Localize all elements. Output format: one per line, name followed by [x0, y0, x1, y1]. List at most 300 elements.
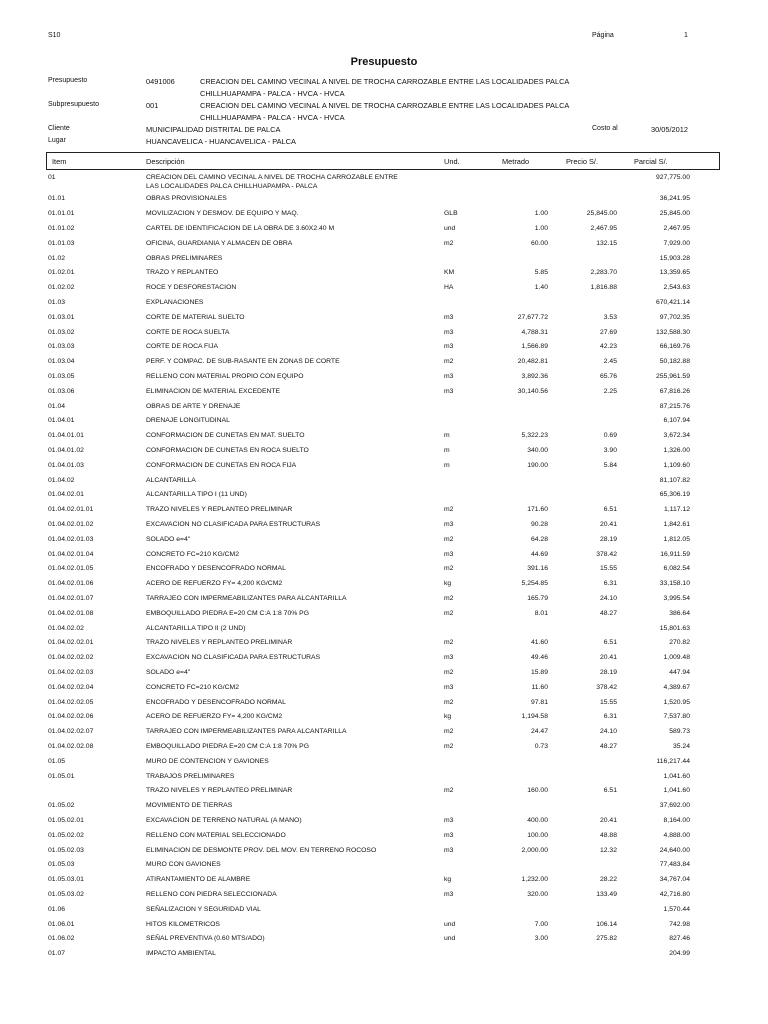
cell-metrado: 41.60 — [530, 639, 548, 647]
table-row — [0, 758, 768, 773]
cell-precio: 378.42 — [596, 550, 617, 558]
cell-und: kg — [444, 580, 452, 588]
cell-und: m3 — [444, 550, 454, 558]
cell-parcial: 255,961.59 — [655, 372, 690, 380]
cell-precio: 20.41 — [599, 816, 617, 824]
cell-metrado: 24.47 — [530, 728, 548, 736]
cliente-label: Cliente — [48, 125, 70, 132]
cell-parcial: 2,543.63 — [663, 284, 690, 292]
table-row — [0, 817, 768, 832]
cell-und: m3 — [444, 654, 454, 662]
cell-item: 01.01.02 — [48, 224, 75, 232]
cell-descripcion: TRAZO NIVELES Y REPLANTEO PRELIMINAR — [146, 506, 293, 514]
cell-und: m3 — [444, 890, 454, 898]
cell-descripcion: ELIMINACION DE DESMONTE PROV. DEL MOV. EN TERRENO ROCOSO — [146, 846, 377, 854]
table-row — [0, 506, 768, 521]
cell-metrado: 2,000.00 — [521, 846, 548, 854]
cell-metrado: 320.00 — [527, 890, 548, 898]
cell-parcial: 33,158.10 — [659, 580, 690, 588]
cell-und: m2 — [444, 787, 454, 795]
cell-precio: 28.22 — [599, 876, 617, 884]
cell-parcial: 35.24 — [672, 742, 690, 750]
cell-parcial: 204.99 — [669, 950, 690, 958]
cell-metrado: 15.89 — [530, 668, 548, 676]
cell-parcial: 34,767.04 — [659, 876, 690, 884]
table-header — [46, 152, 720, 170]
cell-item: 01.04.02.01.01 — [48, 506, 94, 514]
cell-und: m3 — [444, 343, 454, 351]
cell-descripcion: CONCRETO FC=210 KG/CM2 — [146, 683, 239, 691]
cell-metrado: 165.79 — [527, 594, 548, 602]
cell-item: 01 — [48, 174, 56, 181]
cell-parcial: 50,182.88 — [659, 358, 690, 366]
cell-precio: 20.41 — [599, 654, 617, 662]
cell-item: 01.04.02.01 — [48, 491, 84, 499]
cell-precio: 6.51 — [603, 639, 617, 647]
cell-und: m2 — [444, 698, 454, 706]
cell-und: m3 — [444, 831, 454, 839]
cell-precio: 24.10 — [599, 728, 617, 736]
table-row — [0, 891, 768, 906]
cell-precio: 28.19 — [599, 668, 617, 676]
cell-item: 01.05.02.03 — [48, 846, 84, 854]
table-row — [0, 255, 768, 270]
cell-parcial: 2,467.95 — [663, 224, 690, 232]
cell-und: m3 — [444, 520, 454, 528]
column-header-item: Item — [52, 157, 67, 166]
cell-parcial: 1,041.60 — [663, 787, 690, 795]
cell-descripcion: DRENAJE LONGITUDINAL — [146, 417, 230, 425]
table-row — [0, 847, 768, 862]
cell-und: m3 — [444, 372, 454, 380]
table-row — [0, 195, 768, 210]
cell-descripcion: MURO DE CONTENCION Y GAVIONES — [146, 757, 269, 765]
cell-metrado: 27,677.72 — [517, 313, 548, 321]
cell-parcial: 65,306.19 — [659, 491, 690, 499]
table-row — [0, 787, 768, 802]
cell-precio: 3.53 — [603, 313, 617, 321]
cell-parcial: 1,520.95 — [663, 698, 690, 706]
table-row — [0, 521, 768, 536]
table-row — [0, 699, 768, 714]
cell-descripcion: ACERO DE REFUERZO FY= 4,200 KG/CM2 — [146, 713, 283, 721]
cell-metrado: 3.00 — [534, 935, 548, 943]
cell-descripcion: TRAZO Y REPLANTEO — [146, 269, 219, 277]
cell-descripcion: ATIRANTAMIENTO DE ALAMBRE — [146, 876, 251, 884]
cell-precio: 20.41 — [599, 520, 617, 528]
cell-item: 01.04.02.01.03 — [48, 535, 94, 543]
cell-und: m2 — [444, 506, 454, 514]
cell-descripcion: SOLADO e=4" — [146, 668, 191, 676]
cell-precio: 2,283.70 — [590, 269, 617, 277]
cell-descripcion: CONFORMACION DE CUNETAS EN MAT. SUELTO — [146, 432, 305, 440]
table-row — [0, 343, 768, 358]
cell-item: 01.04.01.03 — [48, 461, 84, 469]
cell-parcial: 132,588.30 — [655, 328, 690, 336]
table-row — [0, 225, 768, 240]
cell-item: 01.03.04 — [48, 358, 75, 366]
cell-parcial: 6,082.54 — [663, 565, 690, 573]
subpresupuesto-description-line1: CREACION DEL CAMINO VECINAL A NIVEL DE TROCHA CARROZABLE ENTRE LAS LOCALIDADES PALCA — [200, 101, 570, 110]
cell-descripcion: RELLENO CON MATERIAL SELECCIONADO — [146, 831, 286, 839]
cell-und: kg — [444, 713, 452, 721]
presupuesto-label: Presupuesto — [48, 77, 88, 84]
cell-precio: 65.76 — [599, 372, 617, 380]
cell-metrado: 44.69 — [530, 550, 548, 558]
cell-item: 01.04.02.02.08 — [48, 742, 94, 750]
cell-descripcion: SEÑAL PREVENTIVA (0.60 MTS/ADO) — [146, 935, 265, 943]
cell-precio: 6.51 — [603, 506, 617, 514]
cell-parcial: 1,842.61 — [663, 520, 690, 528]
table-row — [0, 565, 768, 580]
cell-item: 01.05.03 — [48, 861, 75, 869]
cell-item: 01.05.02.02 — [48, 831, 84, 839]
cell-und: m2 — [444, 535, 454, 543]
table-row — [0, 491, 768, 506]
cell-precio: 12.32 — [599, 846, 617, 854]
cell-metrado: 8.01 — [534, 609, 548, 617]
cell-item: 01.04.02.01.06 — [48, 580, 94, 588]
cell-item: 01.04.02.02.05 — [48, 698, 94, 706]
table-row — [0, 432, 768, 447]
cell-precio: 48.88 — [599, 831, 617, 839]
table-row — [0, 773, 768, 788]
table-row — [0, 269, 768, 284]
table-row — [0, 284, 768, 299]
cell-und: m2 — [444, 565, 454, 573]
cell-item: 01.05.03.02 — [48, 890, 84, 898]
table-row — [0, 299, 768, 314]
cell-metrado: 97.81 — [530, 698, 548, 706]
table-row — [0, 373, 768, 388]
cell-precio: 24.10 — [599, 594, 617, 602]
cell-parcial: 15,801.63 — [659, 624, 690, 632]
cell-und: und — [444, 224, 456, 232]
cell-parcial: 1,117.12 — [664, 506, 690, 514]
table-row — [0, 684, 768, 699]
cell-item: 01.04.02.01.02 — [48, 520, 94, 528]
cell-parcial: 1,109.60 — [663, 461, 690, 469]
table-row — [0, 743, 768, 758]
cell-descripcion: RELLENO CON PIEDRA SELECCIONADA — [146, 890, 277, 898]
cell-parcial: 386.64 — [669, 609, 690, 617]
table-row — [0, 921, 768, 936]
cell-item: 01.04.02.02 — [48, 624, 84, 632]
subpresupuesto-label: Subpresupuesto — [48, 101, 99, 108]
cell-precio: 106.14 — [596, 920, 617, 928]
table-row — [0, 625, 768, 640]
cell-precio: 48.27 — [599, 609, 617, 617]
cell-item: 01.07 — [48, 950, 66, 958]
costo-al-label: Costo al — [592, 125, 618, 132]
cell-und: m3 — [444, 313, 454, 321]
cell-item: 01.06 — [48, 905, 66, 913]
cell-descripcion: ALCANTARILLA — [146, 476, 196, 484]
cell-metrado: 20,482.81 — [517, 358, 548, 366]
cell-und: m2 — [444, 609, 454, 617]
cell-metrado: 391.16 — [527, 565, 548, 573]
cell-descripcion: HITOS KILOMETRICOS — [146, 920, 220, 928]
cell-item: 01.02 — [48, 254, 66, 262]
table-row — [0, 174, 768, 189]
cell-descripcion: CORTE DE ROCA SUELTA — [146, 328, 230, 336]
cell-und: m — [444, 432, 450, 440]
cell-descripcion: EXCAVACION NO CLASIFICADA PARA ESTRUCTURAS — [146, 520, 321, 528]
table-row — [0, 329, 768, 344]
column-header-metrado: Metrado — [502, 157, 530, 166]
cell-parcial: 6,107.94 — [663, 417, 690, 425]
cell-metrado: 190.00 — [527, 461, 548, 469]
cell-item: 01.06.02 — [48, 935, 75, 943]
cell-descripcion: OBRAS PROVISIONALES — [146, 195, 227, 203]
cell-item: 01.04 — [48, 402, 66, 410]
cell-item: 01.01.01 — [48, 210, 75, 218]
cell-parcial: 77,483.84 — [659, 861, 690, 869]
cell-descripcion: MOVILIZACION Y DESMOV. DE EQUIPO Y MAQ. — [146, 210, 299, 218]
cell-descripcion: EMBOQUILLADO PIEDRA E=20 CM C:A 1:8 70% PG — [146, 742, 309, 750]
cell-item: 01.05.03.01 — [48, 876, 84, 884]
cell-und: m2 — [444, 594, 454, 602]
cell-precio: 2.45 — [603, 358, 617, 366]
column-header-parcial: Parcial S/. — [634, 157, 668, 166]
cell-parcial: 97,702.35 — [659, 313, 690, 321]
table-row — [0, 906, 768, 921]
cell-parcial: 25,845.00 — [659, 210, 690, 218]
cell-parcial: 8,164.00 — [663, 816, 690, 824]
cell-descripcion: PERF. Y COMPAC. DE SUB-RASANTE EN ZONAS DE CORTE — [146, 358, 340, 366]
cell-descripcion: ROCE Y DESFORESTACION — [146, 284, 237, 292]
cell-metrado: 5.85 — [534, 269, 548, 277]
table-row — [0, 536, 768, 551]
presupuesto-description-line2: CHILLHUAPAMPA - PALCA - HVCA - HVCA — [200, 89, 345, 98]
cell-item: 01.04.01.01 — [48, 432, 84, 440]
column-header-descripcion: Descripción — [146, 157, 185, 166]
cell-metrado: 30,140.56 — [517, 387, 548, 395]
cell-parcial: 37,692.00 — [659, 802, 690, 810]
cell-item: 01.01 — [48, 195, 66, 203]
table-row — [0, 832, 768, 847]
cell-descripcion: ENCOFRADO Y DESENCOFRADO NORMAL — [146, 565, 286, 573]
cell-precio: 28.19 — [599, 535, 617, 543]
cell-precio: 3.90 — [603, 446, 617, 454]
cell-parcial: 13,359.65 — [659, 269, 690, 277]
cell-item: 01.06.01 — [48, 920, 75, 928]
cell-precio: 42.23 — [599, 343, 617, 351]
cell-descripcion: ACERO DE REFUERZO FY= 4,200 KG/CM2 — [146, 580, 283, 588]
presupuesto-description-line1: CREACION DEL CAMINO VECINAL A NIVEL DE TROCHA CARROZABLE ENTRE LAS LOCALIDADES PALCA — [200, 77, 570, 86]
cell-precio: 2,467.95 — [590, 224, 617, 232]
table-row — [0, 477, 768, 492]
cell-item: 01.04.01.02 — [48, 446, 84, 454]
cell-item: 01.04.02.01.04 — [48, 550, 94, 558]
cell-parcial: 81,107.82 — [659, 476, 690, 484]
cell-precio: 48.27 — [599, 742, 617, 750]
cell-item: 01.03.03 — [48, 343, 75, 351]
cell-und: m3 — [444, 387, 454, 395]
cell-item: 01.04.01 — [48, 417, 75, 425]
cell-descripcion: MOVIMIENTO DE TIERRAS — [146, 802, 233, 810]
table-row — [0, 358, 768, 373]
cell-parcial: 3,995.54 — [663, 594, 690, 602]
cell-item: 01.02.01 — [48, 269, 75, 277]
cell-descripcion: CORTE DE MATERIAL SUELTO — [146, 313, 245, 321]
cell-precio: 27.69 — [599, 328, 617, 336]
cell-precio: 275.82 — [596, 935, 617, 943]
cell-metrado: 1.00 — [534, 210, 548, 218]
cell-parcial: 66,169.76 — [659, 343, 690, 351]
table-row — [0, 639, 768, 654]
table-row — [0, 240, 768, 255]
cell-precio: 132.15 — [596, 239, 617, 247]
cell-metrado: 400.00 — [527, 816, 548, 824]
cell-metrado: 64.28 — [530, 535, 548, 543]
cell-descripcion-line2: LAS LOCALIDADES PALCA CHILLHUAPAMPA - PALCA — [146, 183, 318, 190]
page-number: 1 — [684, 32, 688, 39]
cell-descripcion: CONFORMACION DE CUNETAS EN ROCA FIJA — [146, 461, 297, 469]
table-row — [0, 580, 768, 595]
cell-descripcion: RELLENO CON MATERIAL PROPIO CON EQUIPO — [146, 372, 304, 380]
table-row — [0, 403, 768, 418]
cell-parcial: 1,326.00 — [663, 446, 690, 454]
cell-und: m2 — [444, 639, 454, 647]
table-row — [0, 210, 768, 225]
cell-precio: 15.55 — [599, 698, 617, 706]
cell-metrado: 5,322.23 — [521, 432, 548, 440]
cell-und: GLB — [444, 210, 458, 218]
subpresupuesto-code: 001 — [146, 101, 159, 110]
cell-parcial: 670,421.14 — [655, 298, 690, 306]
cell-descripcion: TRAZO NIVELES Y REPLANTEO PRELIMINAR — [146, 639, 293, 647]
cell-metrado: 100.00 — [527, 831, 548, 839]
cell-descripcion: TRABAJOS PRELIMINARES — [146, 772, 235, 780]
cell-parcial: 4,389.67 — [663, 683, 690, 691]
cell-item: 01.05.02 — [48, 802, 75, 810]
cell-metrado: 4,788.31 — [521, 328, 548, 336]
cell-item: 01.04.02.02.02 — [48, 654, 94, 662]
table-row — [0, 861, 768, 876]
column-header-precio: Precio S/. — [566, 157, 599, 166]
cell-descripcion: TRAZO NIVELES Y REPLANTEO PRELIMINAR — [146, 787, 293, 795]
cell-parcial: 270.82 — [669, 639, 690, 647]
cell-precio: 25,845.00 — [586, 210, 617, 218]
cell-parcial: 116,217.44 — [656, 757, 690, 765]
cell-parcial: 1,041.60 — [663, 772, 690, 780]
cell-precio: 378.42 — [596, 683, 617, 691]
table-row — [0, 551, 768, 566]
cell-descripcion: ALCANTARILLA TIPO II (2 UND) — [146, 624, 246, 632]
cell-precio: 1,816.88 — [590, 284, 617, 292]
cell-descripcion: TARRAJEO CON IMPERMEABILIZANTES PARA ALCANTARILLA — [146, 728, 347, 736]
cell-und: m2 — [444, 668, 454, 676]
cell-parcial: 15,903.28 — [659, 254, 690, 262]
cell-item: 01.04.02.02.03 — [48, 668, 94, 676]
cell-descripcion: CREACION DEL CAMINO VECINAL A NIVEL DE TROCHA CARROZABLE ENTRE — [146, 174, 398, 181]
cell-descripcion: OBRAS PRELIMINARES — [146, 254, 223, 262]
cell-item: 01.05 — [48, 757, 66, 765]
cell-item: 01.04.02.01.07 — [48, 594, 94, 602]
cell-parcial: 16,911.59 — [660, 550, 690, 558]
cell-parcial: 1,570.44 — [663, 905, 690, 913]
cell-descripcion: EXPLANACIONES — [146, 298, 204, 306]
cell-parcial: 87,215.76 — [659, 402, 690, 410]
cell-metrado: 1.40 — [534, 284, 548, 292]
cell-descripcion: OBRAS DE ARTE Y DRENAJE — [146, 402, 241, 410]
cell-und: m2 — [444, 728, 454, 736]
table-row — [0, 728, 768, 743]
cell-parcial: 927,775.00 — [655, 174, 690, 181]
lugar-label: Lugar — [48, 137, 66, 144]
cell-precio: 2.25 — [603, 387, 617, 395]
table-row — [0, 950, 768, 965]
presupuesto-code: 0491006 — [146, 77, 175, 86]
cell-und: m — [444, 461, 450, 469]
cell-item: 01.04.02.01.08 — [48, 609, 94, 617]
cell-item: 01.04.02.02.06 — [48, 713, 94, 721]
cell-und: m3 — [444, 816, 454, 824]
cell-parcial: 67,816.26 — [659, 387, 690, 395]
cell-metrado: 340.00 — [527, 446, 548, 454]
cell-descripcion: EMBOQUILLADO PIEDRA E=20 CM C:A 1:8 70% PG — [146, 609, 309, 617]
cell-descripcion: CARTEL DE IDENTIFICACION DE LA OBRA DE 3.60X2.40 M — [146, 224, 335, 232]
cell-metrado: 5,254.85 — [521, 580, 548, 588]
cell-descripcion: EXCAVACION DE TERRENO NATURAL (A MANO) — [146, 816, 302, 824]
cell-descripcion: ELIMINACION DE MATERIAL EXCEDENTE — [146, 387, 281, 395]
table-row — [0, 610, 768, 625]
cell-parcial: 42,716.80 — [659, 890, 690, 898]
column-header-und: Und. — [444, 157, 460, 166]
cell-item: 01.02.02 — [48, 284, 75, 292]
table-row — [0, 713, 768, 728]
cell-descripcion: EXCAVACION NO CLASIFICADA PARA ESTRUCTURAS — [146, 654, 321, 662]
cell-item: 01.04.02 — [48, 476, 75, 484]
cell-descripcion: TARRAJEO CON IMPERMEABILIZANTES PARA ALCANTARILLA — [146, 594, 347, 602]
cell-metrado: 90.28 — [530, 520, 548, 528]
cell-precio: 133.49 — [596, 890, 617, 898]
cell-parcial: 7,929.00 — [663, 239, 690, 247]
site-label: S10 — [48, 32, 61, 39]
cell-und: und — [444, 935, 456, 943]
document-title: Presupuesto — [350, 56, 418, 68]
cell-parcial: 24,640.00 — [659, 846, 690, 854]
cell-metrado: 1,232.00 — [521, 876, 548, 884]
cell-descripcion: CORTE DE ROCA FIJA — [146, 343, 219, 351]
cell-descripcion: SEÑALIZACION Y SEGURIDAD VIAL — [146, 905, 261, 913]
cell-item: 01.04.02.02.04 — [48, 683, 94, 691]
cell-parcial: 1,009.48 — [663, 654, 690, 662]
table-row — [0, 802, 768, 817]
cell-descripcion: CONCRETO FC=210 KG/CM2 — [146, 550, 239, 558]
cell-item: 01.05.01 — [48, 772, 75, 780]
table-row — [0, 447, 768, 462]
cell-metrado: 60.00 — [530, 239, 548, 247]
subpresupuesto-description-line2: CHILLHUAPAMPA - PALCA - HVCA - HVCA — [200, 113, 345, 122]
cell-descripcion: OFICINA, GUARDIANIA Y ALMACEN DE OBRA — [146, 239, 293, 247]
cell-item: 01.04.02.02.01 — [48, 639, 94, 647]
cell-metrado: 11.60 — [531, 683, 548, 691]
table-row — [0, 876, 768, 891]
cell-metrado: 7.00 — [534, 920, 548, 928]
cell-item: 01.03.06 — [48, 387, 75, 395]
cell-descripcion: IMPACTO AMBIENTAL — [146, 950, 216, 958]
cell-metrado: 171.60 — [527, 506, 548, 514]
cell-metrado: 1,566.89 — [521, 343, 548, 351]
cell-descripcion: ALCANTARILLA TIPO I (11 UND) — [146, 491, 247, 499]
cell-precio: 6.31 — [603, 713, 617, 721]
cell-item: 01.03.02 — [48, 328, 75, 336]
cell-und: m — [444, 446, 450, 454]
cell-descripcion: CONFORMACION DE CUNETAS EN ROCA SUELTO — [146, 446, 309, 454]
cell-parcial: 7,537.80 — [663, 713, 690, 721]
